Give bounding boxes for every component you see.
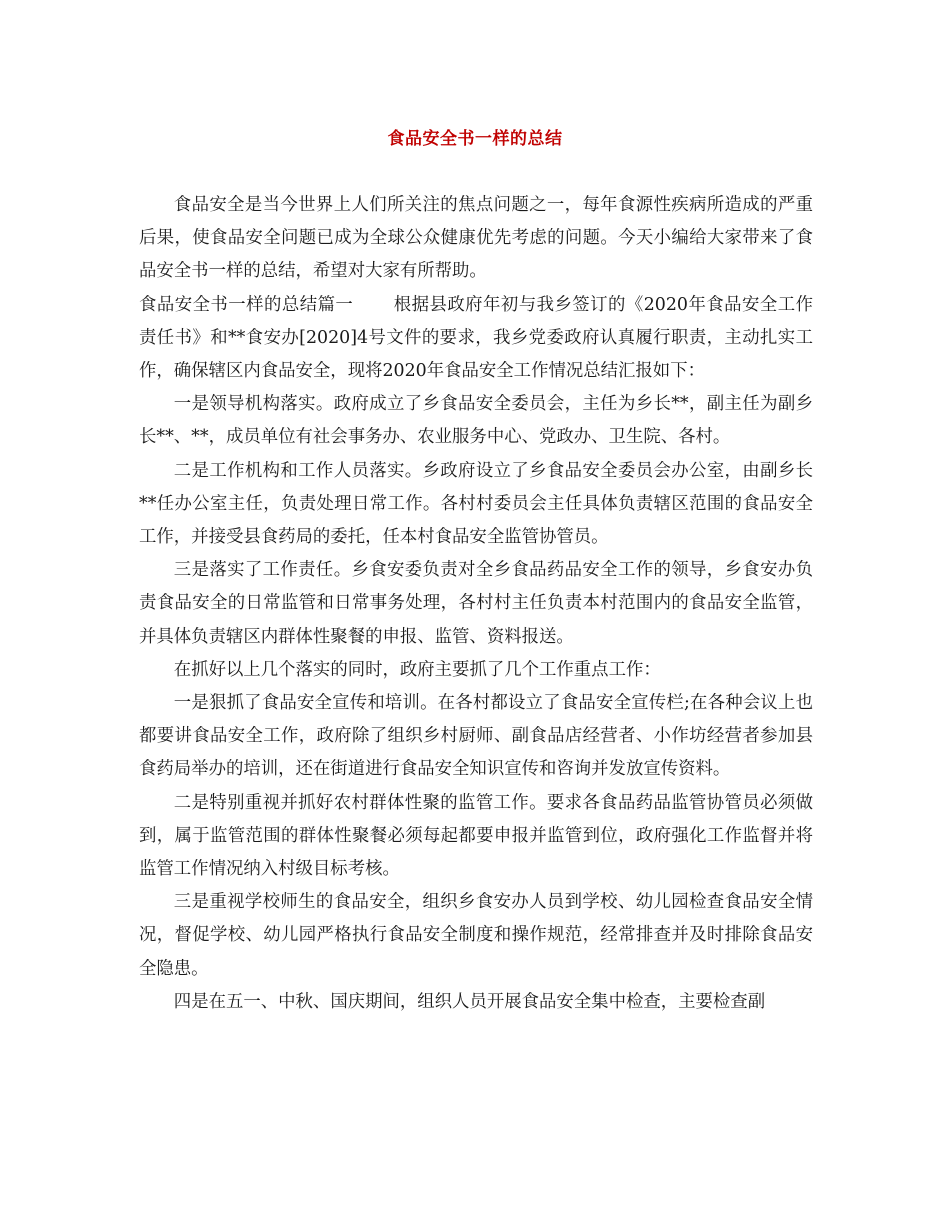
body-paragraph: 一是领导机构落实。政府成立了乡食品安全委员会，主任为乡长**，副主任为副乡长**、**，成员单位有社会事务办、农业服务中心、党政办、卫生院、各村。 — [139, 394, 813, 448]
body-paragraph: 一是狠抓了食品安全宣传和培训。在各村都设立了食品安全宣传栏;在各种会议上也都要讲食品安全工作，政府除了组织乡村厨师、副食品店经营者、小作坊经营者参加县食药局举办的培训，还在街道进行食品安全知识宣传和咨询并发放宣传资料。 — [139, 693, 813, 780]
document-title: 食品安全书一样的总结 — [387, 129, 563, 149]
body-paragraph: 二是特别重视并抓好农村群体性聚的监管工作。要求各食品药品监管协管员必须做到，属于监管范围的群体性聚餐必须每起都要申报并监管到位，政府强化工作监督并将监管工作情况纳入村级目标考核。 — [139, 792, 813, 880]
document-body — [139, 189, 813, 1019]
section-paragraph — [139, 289, 813, 389]
section-heading: 食品安全书一样的总结篇一 — [139, 294, 354, 315]
body-paragraph: 在抓好以上几个落实的同时，政府主要抓了几个工作重点工作： — [173, 659, 661, 680]
body-paragraph: 三是落实了工作责任。乡食安委负责对全乡食品药品安全工作的领导，乡食安办负责食品安全的日常监管和日常事务处理，各村村主任负责本村范围内的食品安全监管，并具体负责辖区内群体性聚餐的申报、监管、资料报送。 — [139, 560, 813, 647]
body-paragraph: 三是重视学校师生的食品安全，组织乡食安办人员到学校、幼儿园检查食品安全情况，督促学校、幼儿园严格执行食品安全制度和操作规范，经常排查并及时排除食品安全隐患。 — [139, 892, 813, 979]
body-paragraph: 二是工作机构和工作人员落实。乡政府设立了乡食品安全委员会办公室，由副乡长**任办公室主任，负责处理日常工作。各村村委员会主任具体负责辖区范围的食品安全工作，并接受县食药局的委托，任本村食品安全监管协管员。 — [139, 460, 813, 548]
intro-paragraph: 食品安全是当今世界上人们所关注的焦点问题之一，每年食源性疾病所造成的严重后果，使食品安全问题已成为全球公众健康优先考虑的问题。今天小编给大家带来了食品安全书一样的总结，希望对大家有所帮助。 — [139, 195, 813, 282]
body-paragraph: 四是在五一、中秋、国庆期间，组织人员开展食品安全集中检查，主要检查副 — [173, 991, 766, 1012]
section-lead: 根据县政府年初与我乡签订的《2020年食品安全工作责任书》和**食安办[2020]4号文件的要求，我乡党委政府认真履行职责，主动扎实工作，确保辖区内食品安全，现将2020年食品安全工作情况总结汇报如下： — [139, 294, 813, 382]
